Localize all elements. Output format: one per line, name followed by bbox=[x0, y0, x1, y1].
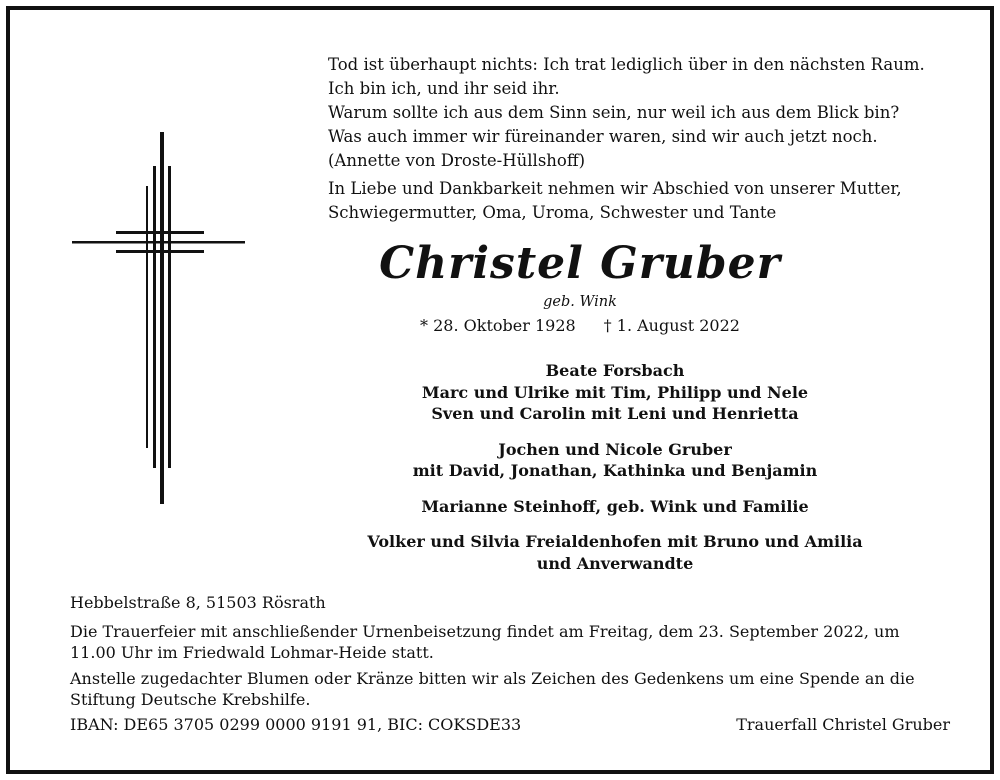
death-date: † 1. August 2022 bbox=[603, 316, 740, 335]
mourner-line: Beate Forsbach bbox=[545, 361, 685, 380]
mourner-line: mit David, Jonathan, Kathinka und Benjamin bbox=[412, 461, 818, 480]
address: Hebbelstraße 8, 51503 Rösrath bbox=[70, 593, 326, 612]
mourner-group bbox=[310, 360, 920, 425]
footer-row bbox=[70, 715, 950, 736]
mourner-line: Jochen und Nicole Gruber bbox=[498, 439, 732, 459]
reference: Trauerfall Christel Gruber bbox=[736, 715, 950, 734]
cross-icon bbox=[68, 124, 248, 504]
mourner-line: und Anverwandte bbox=[536, 553, 694, 573]
mourner-group bbox=[310, 531, 920, 574]
bank-details: IBAN: DE65 3705 0299 0000 9191 91, BIC: COKSDE33 bbox=[70, 715, 522, 734]
mourners-list bbox=[310, 360, 920, 588]
maiden-name: geb. Wink bbox=[543, 294, 617, 310]
donation-info: Anstelle zugedachter Blumen oder Kränze bitten wir als Zeichen des Gedenkens um eine Spende an die Stiftung Deutsche Krebshilfe. bbox=[70, 669, 915, 709]
poem-block bbox=[328, 53, 948, 173]
intro-text bbox=[328, 177, 948, 225]
obituary-notice bbox=[6, 6, 994, 774]
poem-line: Ich bin ich, und ihr seid ihr. bbox=[328, 79, 560, 98]
ceremony-info: Die Trauerfeier mit anschließender Urnenbeisetzung findet am Freitag, dem 23. September 2022, um 11.00 Uhr im Friedwald Lohmar-Heide statt. bbox=[70, 622, 900, 662]
poem-author: (Annette von Droste-Hüllshoff) bbox=[328, 151, 586, 170]
mourner-group bbox=[310, 496, 920, 518]
life-dates bbox=[310, 316, 850, 335]
poem-line: Tod ist überhaupt nichts: Ich trat lediglich über in den nächsten Raum. bbox=[328, 55, 925, 74]
intro-line: In Liebe und Dankbarkeit nehmen wir Abschied von unserer Mutter, bbox=[328, 179, 902, 198]
mourner-group bbox=[310, 439, 920, 482]
birth-date: * 28. Oktober 1928 bbox=[420, 316, 576, 335]
mourner-line: Marc und Ulrike mit Tim, Philipp und Nele bbox=[421, 382, 809, 402]
poem-line: Was auch immer wir füreinander waren, sind wir auch jetzt noch. bbox=[328, 127, 878, 146]
deceased-name: Christel Gruber bbox=[379, 238, 781, 289]
mourner-line: Volker und Silvia Freialdenhofen mit Bruno und Amilia bbox=[367, 532, 863, 551]
mourner-line: Marianne Steinhoff, geb. Wink und Familie bbox=[421, 496, 809, 516]
intro-line: Schwiegermutter, Oma, Uroma, Schwester und Tante bbox=[328, 203, 777, 222]
mourner-line: Sven und Carolin mit Leni und Henrietta bbox=[431, 404, 799, 423]
poem-line: Warum sollte ich aus dem Sinn sein, nur weil ich aus dem Blick bin? bbox=[328, 103, 900, 122]
